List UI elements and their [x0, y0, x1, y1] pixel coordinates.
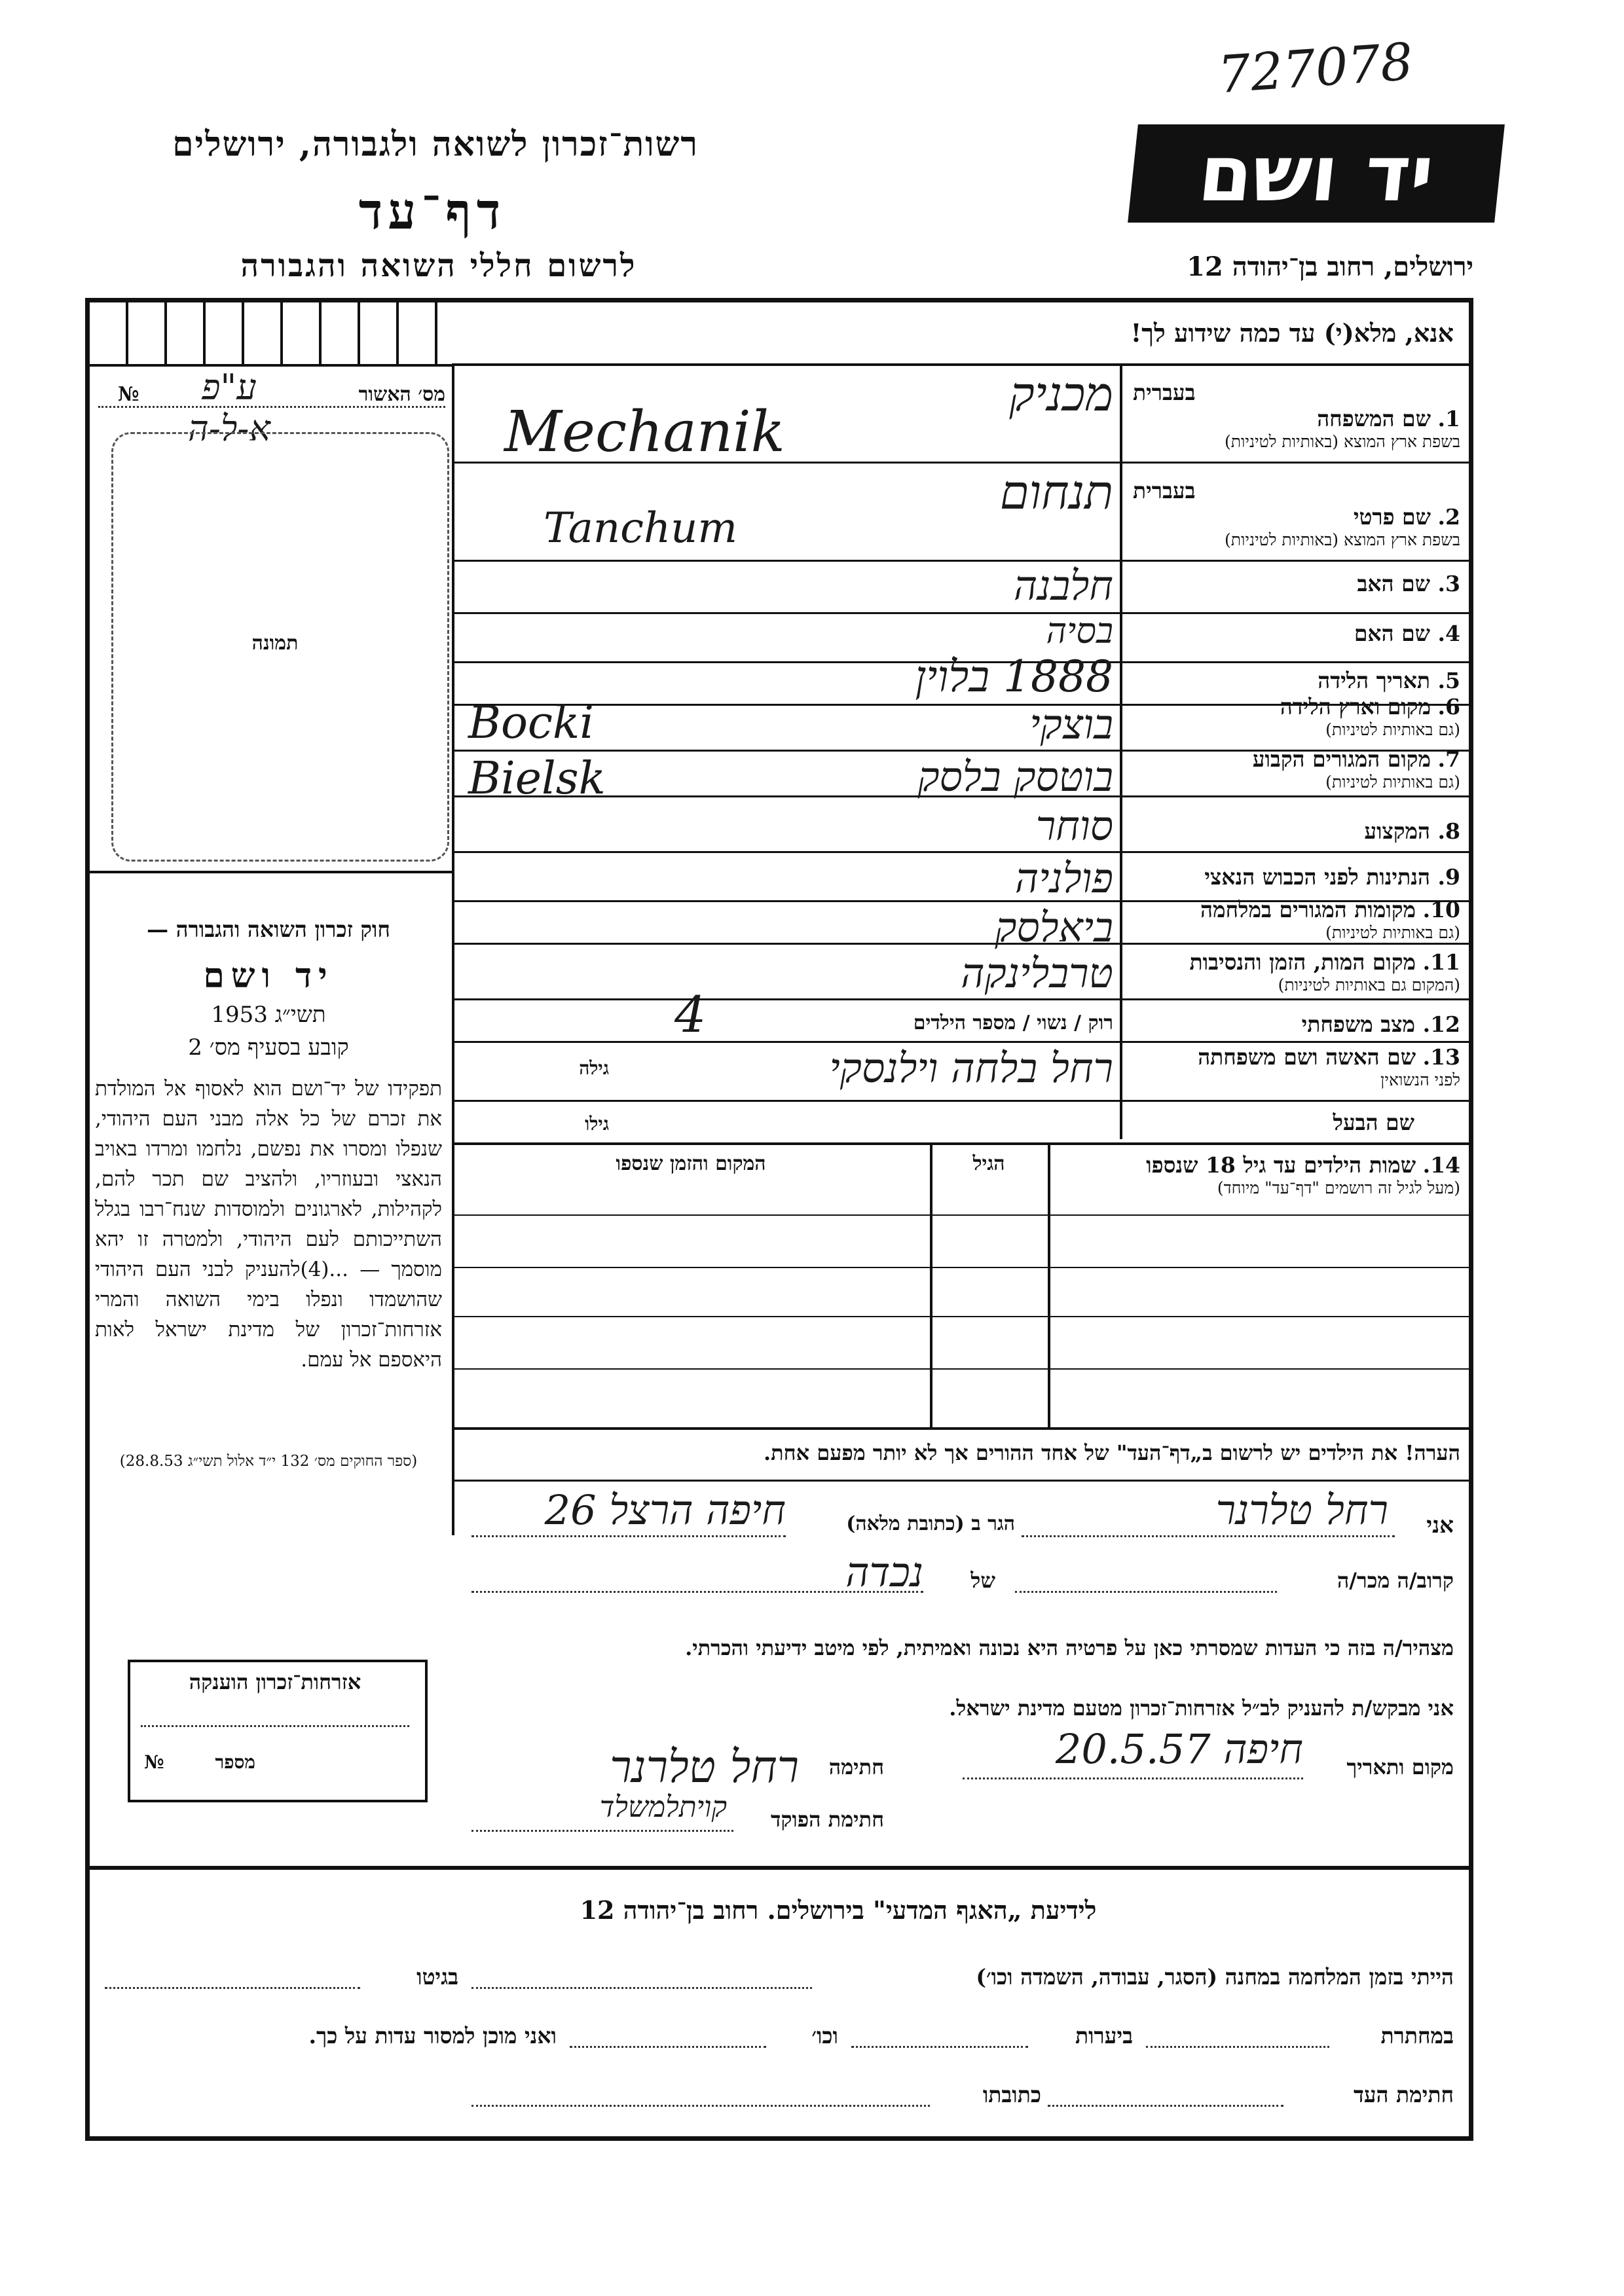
approval-label: מס׳ האשור — [358, 383, 445, 406]
footer-forests-dots — [851, 2046, 1028, 2048]
children-col-rule-2 — [1048, 1142, 1050, 1427]
place-date-value: חיפה 20.5.57 — [1055, 1725, 1303, 1773]
authority-name: רשות־זכרון לשואה ולגבורה, ירושלים — [172, 124, 699, 164]
grant-box-number-label: מספר — [215, 1751, 255, 1773]
field-10-value: ביאלסק — [995, 903, 1113, 951]
logo-text: יד ושם — [1194, 128, 1438, 219]
field-2-value-latin: Tanchum — [544, 504, 738, 553]
signature-label: חתימה — [828, 1755, 884, 1779]
law-body: תפקידו של יד־ושם הוא לאסוף אל המולדת את זכרם של כל אלה מבני העם היהודי, שנפלו ומסרו את נפשם, נלחמו ומרדו באויב הנאצי ובעוזריו, ולהציב שם תכר להם, לקהילות, לארגונים ולמוסדות שנח־רבו בגלל השתייכותם לעם היהודי, ולמטרה זו יהא מוסמך — ...(4)להעניק לבני העם היהודי שהושמדו ונפלו בימי השואה והמרי אזרחות־זכרון של מדינת ישראל לאות היאספם אל עמם. — [95, 1077, 442, 1372]
children-row-rule — [454, 1368, 1470, 1370]
officer-dots — [471, 1830, 733, 1832]
footer-ghetto-dots — [105, 1987, 360, 1989]
field-3-value: חלבנה — [1013, 562, 1113, 610]
officer-signature: קויתלמשלד — [599, 1791, 727, 1824]
field-7-label — [1126, 746, 1460, 792]
field-9-label — [1126, 864, 1460, 890]
field-8-value: סוחר — [1035, 802, 1113, 850]
yad-vashem-logo — [1128, 124, 1505, 223]
footer-underground-label: במחתרת — [1380, 2023, 1454, 2049]
frame-bottom — [85, 2136, 1473, 2141]
footer-witness-signature-label: חתימת העד — [1353, 2082, 1454, 2107]
field-3-label — [1126, 571, 1460, 597]
of-dots — [471, 1591, 923, 1593]
frame-left — [85, 298, 90, 2141]
form-title: דף־עד — [358, 182, 506, 240]
form-subtitle: לרשום חללי השואה והגבורה — [240, 247, 637, 284]
husband-age-label: גילו — [585, 1113, 609, 1135]
field-1-hebrew-tag: בעברית — [1133, 380, 1196, 405]
place-date-label: מקום ותאריך — [1346, 1755, 1454, 1779]
note-rule — [454, 1480, 1470, 1482]
husband-label: שם הבעל — [1333, 1110, 1414, 1135]
footer-ghetto-label: בגיטו — [416, 1964, 458, 1990]
law-title: חוק זכרון השואה והגבורה — — [147, 917, 390, 942]
wife-name-value: רחל בלחה וילנסקי — [829, 1044, 1113, 1092]
field-2-value-hebrew: תנחום — [999, 465, 1113, 520]
field-4-value: בסיה — [1046, 610, 1113, 651]
field-6-value-hebrew: בוצקי — [1029, 701, 1113, 748]
field-2-label — [1126, 504, 1460, 550]
field-1-label — [1126, 406, 1460, 452]
signature-value: רחל טלרנר — [610, 1741, 799, 1793]
address-dots — [471, 1535, 786, 1537]
footer-forests-label: ביערות — [1075, 2023, 1133, 2049]
field-11-label — [1126, 949, 1460, 995]
field-11-number: 11. — [1422, 949, 1460, 975]
relation-value: נכדה — [845, 1548, 923, 1596]
left-panel-border — [452, 363, 454, 1535]
photo-bottom-rule — [90, 871, 452, 873]
field-13-number: 13. — [1422, 1044, 1460, 1070]
field-7-title: מקום המגורים הקבוע — [1252, 746, 1431, 772]
row-rule — [454, 1041, 1470, 1043]
grant-box-title: אזרחות־זכרון הוענקה — [189, 1669, 361, 1694]
field-3-number: 3. — [1437, 571, 1460, 596]
field-7-number: 7. — [1437, 746, 1460, 772]
children-col-place: המקום והזמן שנספו — [616, 1152, 766, 1175]
field-10-number: 10. — [1422, 897, 1460, 922]
instructions-rule — [452, 363, 1470, 366]
row-rule — [454, 1142, 1470, 1145]
approval-dots — [98, 406, 445, 408]
footer-address-label: כתובתו — [982, 2082, 1041, 2107]
children-row-rule — [454, 1267, 1470, 1268]
field-8-number: 8. — [1437, 818, 1460, 844]
field-13-sub: לפני הנשואין — [1380, 1070, 1460, 1089]
of-label: של — [970, 1568, 995, 1593]
field-11-sub: (המקום גם באותיות לטיניות) — [1278, 975, 1460, 994]
approval-no-symbol: № — [118, 383, 139, 406]
field-4-title: שם האם — [1354, 621, 1431, 646]
footer-camp-text: הייתי בזמן המלחמה במחנה (הסגר, עבודה, השמדה וכו׳) — [976, 1964, 1454, 1990]
children-count-value: 4 — [674, 985, 707, 1044]
field-1-value-hebrew: מכניק — [1009, 367, 1113, 422]
declaration-text: מצהיר/ה בזה כי העדות שמסרתי כאן על פרטיה היא נכונה ואמיתית, לפי מיטב ידיעתי והכרתי. — [685, 1635, 1454, 1660]
footer-rule — [90, 1866, 1470, 1870]
field-2-title: שם פרטי — [1353, 504, 1431, 530]
children-title: שמות הילדים עד גיל 18 שנספו — [1146, 1152, 1416, 1178]
wife-age-label: גילה — [579, 1057, 609, 1079]
address: ירושלים, רחוב בן־יהודה 12 — [1187, 251, 1473, 282]
relative-dots — [1015, 1591, 1277, 1593]
officer-label: חתימת הפוקד — [771, 1807, 884, 1832]
field-6-value-latin: Bocki — [468, 697, 594, 749]
field-2-number: 2. — [1437, 504, 1460, 530]
field-13-title: שם האשה ושם משפחתה — [1198, 1044, 1416, 1070]
request-text: אני מבקש/ת להעניק לב״ל אזרחות־זכרון מטעם מדינת ישראל. — [949, 1696, 1454, 1721]
grant-box-no-symbol: № — [144, 1751, 164, 1773]
field-6-number: 6. — [1437, 694, 1460, 720]
field-2-sub: בשפת ארץ המוצא (באותיות לטיניות) — [1225, 530, 1460, 549]
children-row-rule — [454, 1316, 1470, 1317]
place-date-dots — [963, 1777, 1303, 1779]
field-7-sub: (גם באותיות לטיניות) — [1325, 772, 1460, 792]
field-8-title: המקצוע — [1364, 818, 1431, 844]
field-10-title: מקומות המגורים במלחמה — [1200, 897, 1416, 922]
children-col-rule-1 — [930, 1142, 932, 1427]
address-value: חיפה הרצל 26 — [544, 1486, 786, 1534]
children-row-rule — [454, 1214, 1470, 1216]
field-13-label — [1126, 1044, 1460, 1090]
field-9-title: הנתינות לפני הכבוש הנאצי — [1204, 864, 1431, 890]
field-11-title: מקום המות, הזמן והנסיבות — [1189, 949, 1416, 975]
field-7-value-hebrew: בוטסק בלסק — [917, 753, 1113, 801]
grant-box-dots — [141, 1725, 409, 1727]
footer-testimony-text: ואני מוכן למסור עדות על כך. — [308, 2023, 557, 2049]
field-10-label — [1126, 897, 1460, 943]
field-4-label — [1126, 621, 1460, 647]
field-3-title: שם האב — [1357, 571, 1431, 596]
frame-top — [85, 298, 1473, 302]
residing-label: הגר ב (כתובת מלאה) — [846, 1512, 1015, 1535]
field-5-title: תאריך הלידה — [1318, 668, 1431, 693]
field-2-hebrew-tag: בעברית — [1133, 478, 1196, 503]
file-number: 727078 — [1216, 32, 1415, 105]
field-6-sub: (גם באותיות לטיניות) — [1325, 720, 1460, 739]
law-source: (ספר החוקים מס׳ 132 י״ד אלול תשי״ג 28.8.53) — [119, 1453, 418, 1470]
field-7-value-latin: Bielsk — [468, 753, 606, 805]
children-number: 14. — [1422, 1152, 1460, 1178]
field-5-label — [1126, 668, 1460, 694]
instructions: אנא, מלא(י) עד כמה שידוע לך! — [1130, 318, 1454, 348]
relative-label: קרוב/ה מכר/ה — [1337, 1568, 1454, 1593]
footer-etc-label: וכו׳ — [811, 2023, 838, 2049]
field-12-label — [1126, 1011, 1460, 1038]
row-rule — [454, 998, 1470, 1000]
children-bottom-rule — [454, 1427, 1470, 1430]
field-11-value: טרבלינקה — [961, 949, 1113, 997]
children-col-age: הגיל — [972, 1152, 1005, 1175]
footer-etc-dots — [570, 2046, 766, 2048]
field-10-sub: (גם באותיות לטיניות) — [1325, 922, 1460, 942]
law-name: יד ושם — [203, 956, 334, 996]
field-4-number: 4. — [1437, 621, 1460, 646]
row-rule — [454, 851, 1470, 853]
footer-witness-signature-dots — [1048, 2105, 1283, 2107]
field-8-label — [1126, 818, 1460, 845]
field-12-title: מצב משפחתי — [1301, 1011, 1416, 1037]
law-clause: קובע בסעיף מס׳ 2 — [188, 1034, 349, 1061]
declarant-name-dots — [1022, 1535, 1395, 1537]
declarant-i-label: אני — [1426, 1512, 1454, 1539]
field-6-label — [1126, 694, 1460, 740]
photo-label: תמונה — [251, 632, 299, 655]
field-9-value: פולניה — [1014, 854, 1113, 902]
field-9-number: 9. — [1437, 864, 1460, 890]
row-rule — [454, 1100, 1470, 1102]
field-1-number: 1. — [1437, 406, 1460, 431]
footer-underground-dots — [1146, 2046, 1329, 2048]
field-1-title: שם המשפחה — [1317, 406, 1431, 431]
field-6-title: מקום וארץ הלידה — [1280, 694, 1431, 720]
approval-number: ע"פ א-ל-ה — [188, 367, 270, 449]
frame-right — [1469, 298, 1473, 2141]
declarant-name-value: רחל טלרנר — [1215, 1486, 1388, 1534]
note: הערה! את הילדים יש לרשום ב„דף־העד" של אחד ההורים אך לא יותר מפעם אחת. — [763, 1440, 1460, 1465]
marital-options: רוק / נשוי / מספר הילדים — [913, 1011, 1113, 1034]
top-ticks — [90, 302, 452, 365]
footer-address-dots — [471, 2105, 930, 2107]
field-12-number: 12. — [1422, 1011, 1460, 1037]
field-5-value: 1888 בלוין — [915, 651, 1113, 702]
footer-heading: לידיעת „האגף המדעי" בירושלים. רחוב בן־יהודה 12 — [580, 1895, 1097, 1925]
law-year: תשי״ג 1953 — [211, 1002, 326, 1028]
children-sub: (מעל לגיל זה רושמים "דף־עד" מיוחד) — [1217, 1178, 1460, 1197]
children-header — [1054, 1152, 1460, 1198]
footer-camp-dots — [471, 1987, 812, 1989]
field-5-number: 5. — [1437, 668, 1460, 693]
field-1-sub: בשפת ארץ המוצא (באותיות לטיניות) — [1225, 431, 1460, 451]
field-1-value-latin: Mechanik — [504, 399, 785, 465]
